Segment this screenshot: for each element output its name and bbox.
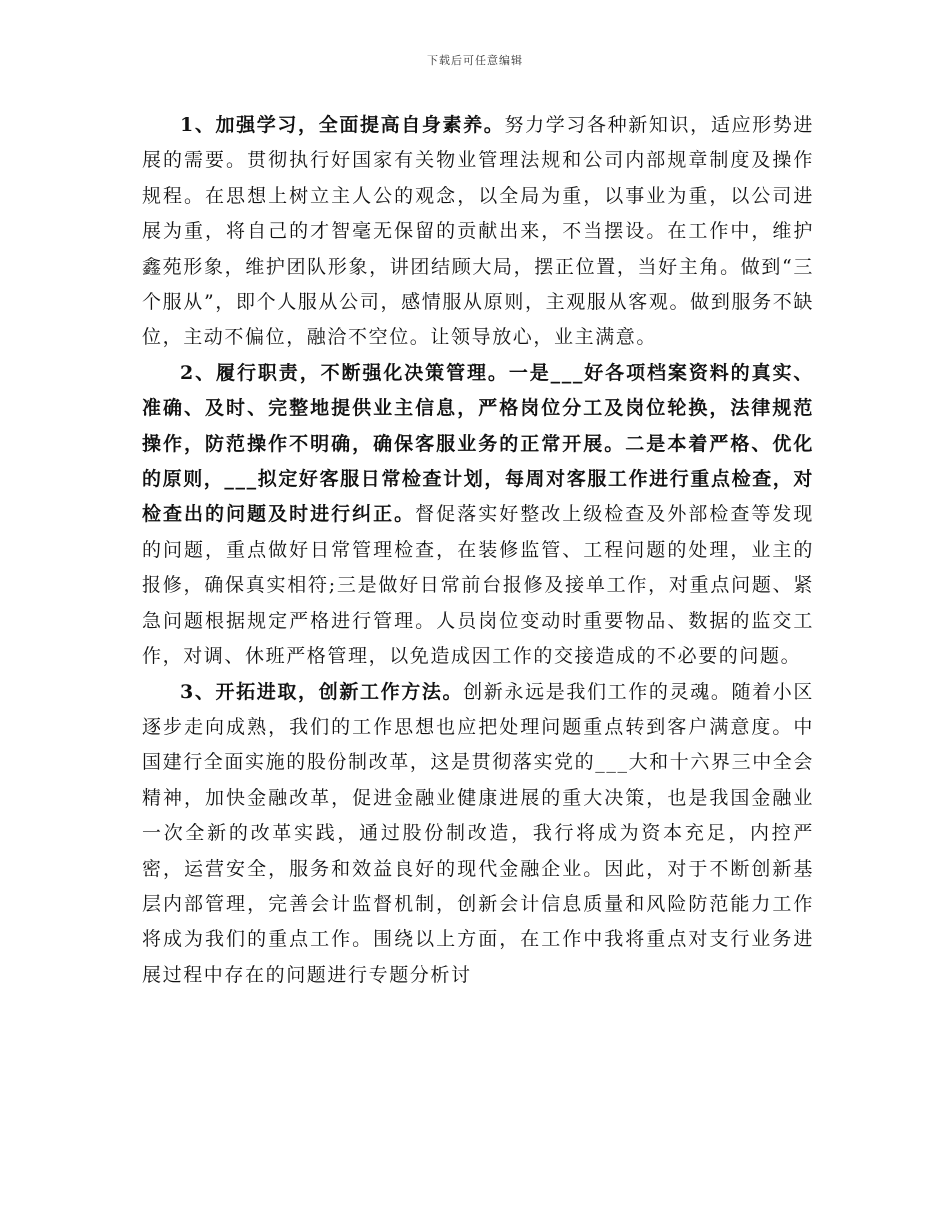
paragraph-1 <box>142 108 814 356</box>
paragraph-1-text: 努力学习各种新知识，适应形势进展的需要。贯彻执行好国家有关物业管理法规和公司内部规章制度及操作规程。在思想上树立主人公的观念，以全局为重，以事业为重，以公司进展为重，将自己的才智毫无保留的贡献出来，不当摆设。在工作中，维护鑫苑形象，维护团队形象，讲团结顾大局，摆正位置，当好主角。做到“三个服从”，即个人服从公司，感情服从原则，主观服从客观。做到服务不缺位，主动不偏位，融洽不空位。让领导放心，业主满意。 <box>142 114 814 349</box>
paragraph-1-heading: 1、加强学习，全面提高自身素养。 <box>180 114 505 136</box>
document-body <box>142 108 814 993</box>
paragraph-3 <box>142 675 814 994</box>
paragraph-3-text: 创新永远是我们工作的灵魂。随着小区逐步走向成熟，我们的工作思想也应把处理问题重点转到客户满意度。中国建行全面实施的股份制改革，这是贯彻落实党的___大和十六界三中全会精神，加快金融改革，促进金融业健康进展的重大决策，也是我国金融业一次全新的改革实践，通过股份制改造，我行将成为资本充足，内控严密，运营安全，服务和效益良好的现代金融企业。因此，对于不断创新基层内部管理，完善会计监督机制，创新会计信息质量和风险防范能力工作将成为我们的重点工作。围绕以上方面，在工作中我将重点对支行业务进展过程中存在的问题进行专题分析讨 <box>142 680 814 986</box>
paragraph-2-text: 督促落实好整改上级检查及外部检查等发现的问题，重点做好日常管理检查，在装修监管、工程问题的处理，业主的报修，确保真实相符;三是做好日常前台报修及接单工作，对重点问题、紧急问题根据规定严格进行管理。人员岗位变动时重要物品、数据的监交工作，对调、休班严格管理，以免造成因工作的交接造成的不必要的问题。 <box>142 503 814 668</box>
page-header: 下载后可任意编辑 <box>427 54 523 67</box>
paragraph-2-heading: 2、履行职责，不断强化决策管理。一是___好各项档案资料的真实、准确、及时、完整地提供业主信息，严格岗位分工及岗位轮换，法律规范操作，防范操作不明确，确保客服业务的正常开展。二是本着严格、优化的原则，___拟定好客服日常检查计划，每周对客服工作进行重点检查，对检查出的问题及时进行纠正。 <box>142 361 814 526</box>
paragraph-2 <box>142 356 814 675</box>
paragraph-3-heading: 3、开拓进取，创新工作方法。 <box>180 680 464 703</box>
